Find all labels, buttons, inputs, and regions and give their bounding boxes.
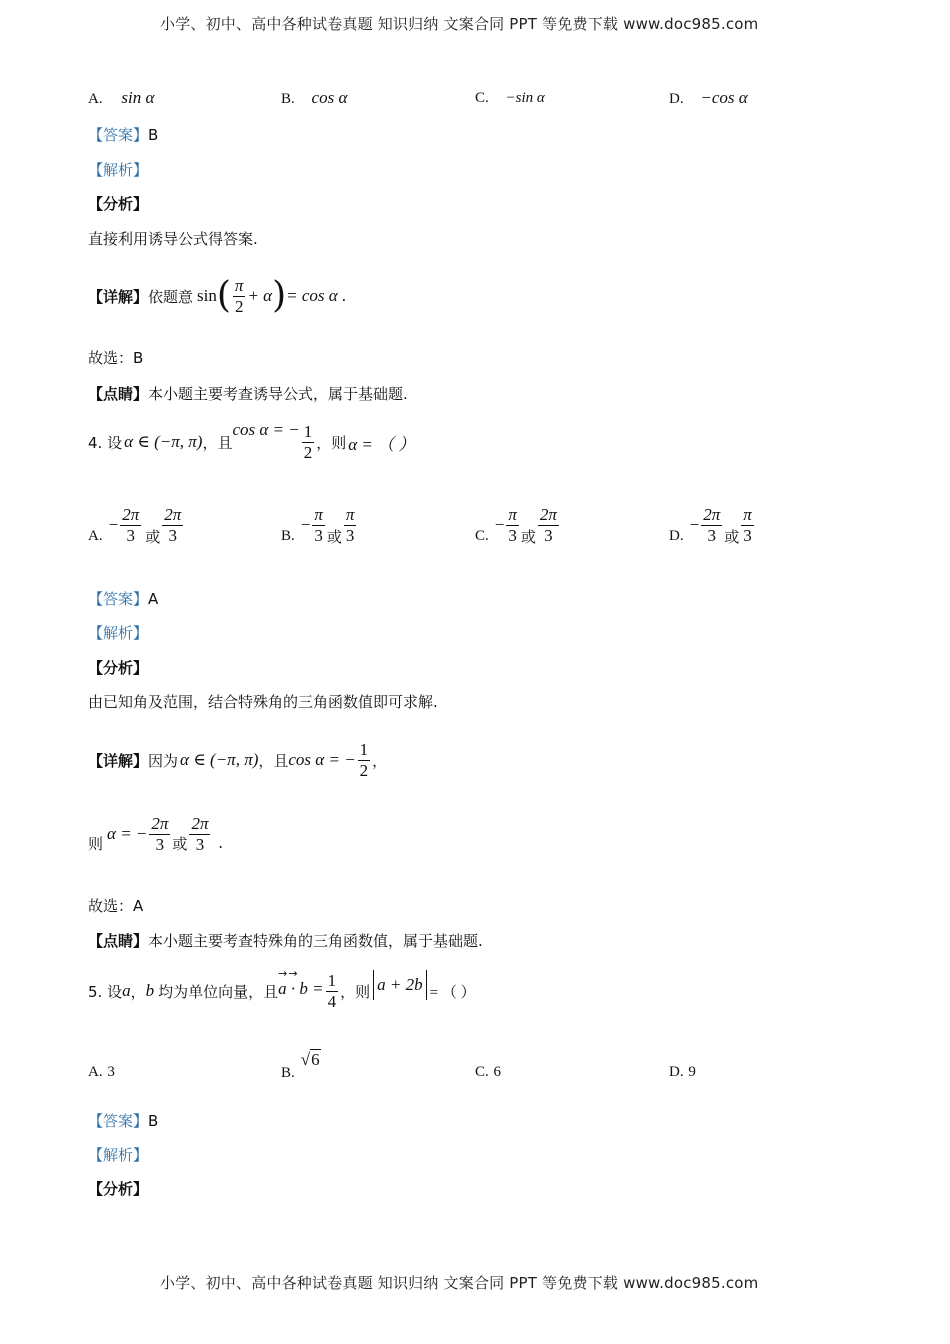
q3-option-c xyxy=(475,88,545,107)
answer-value: B xyxy=(148,126,159,144)
fraction-denominator: 3 xyxy=(508,525,517,545)
fraction-numerator: 2π xyxy=(539,504,557,524)
q3-dianjing xyxy=(88,383,408,404)
option-label: A. xyxy=(88,1064,103,1080)
vector-b: b xyxy=(145,981,155,1000)
detail-set: α ∈ (−π, π) xyxy=(180,750,259,769)
answer-value: A xyxy=(148,590,159,608)
fraction-numerator: 2π xyxy=(191,813,209,833)
fraction-denominator: 3 xyxy=(743,525,752,545)
q4-stem xyxy=(88,414,415,470)
fraction-denominator: 3 xyxy=(345,525,355,545)
page-header: 小学、初中、高中各种试卷真题 知识归纳 文案合同 PPT 等免费下载 www.doc985.com xyxy=(160,15,759,33)
page-footer: 小学、初中、高中各种试卷真题 知识归纳 文案合同 PPT 等免费下载 www.doc985.com xyxy=(160,1274,759,1292)
stem-end: = （ ） xyxy=(429,984,476,1001)
fraction-denominator: 3 xyxy=(314,525,323,545)
fraction-numerator: π xyxy=(743,504,752,524)
option-label: A. xyxy=(88,91,103,107)
fraction-numerator: 2π xyxy=(122,504,140,524)
right-paren: ) xyxy=(272,275,287,316)
q4-then xyxy=(88,806,223,862)
detail-cos: cos α = − xyxy=(288,750,356,769)
answer-tag: 【答案】 xyxy=(88,590,149,608)
detail-text: 依题意 xyxy=(148,287,194,306)
option-label: D. xyxy=(669,91,684,107)
detail-fraction xyxy=(358,741,371,780)
q4-analysis: 由已知角及范围，结合特殊角的三角函数值即可求解. xyxy=(88,693,438,711)
fraction-denominator: 3 xyxy=(195,834,205,854)
then-end: . xyxy=(218,833,223,852)
q3-choose: 故选：B xyxy=(88,349,144,367)
q5-answer-line xyxy=(88,1110,158,1131)
abs-expr: a + 2b xyxy=(377,975,423,994)
option-expr: cos α xyxy=(311,88,348,107)
answer-tag: 【答案】 xyxy=(88,1112,149,1130)
option-fraction-2 xyxy=(162,506,183,545)
q4-choose: 故选：A xyxy=(88,897,144,915)
or-word: 或 xyxy=(724,527,740,546)
dot-expr: a · b = xyxy=(278,979,324,998)
q5-option-d xyxy=(669,1062,696,1081)
fraction-denominator: 3 xyxy=(168,525,177,545)
q4-option-c xyxy=(475,500,561,550)
vector-arrows: →→ xyxy=(278,967,299,980)
option-fraction-1 xyxy=(701,506,722,545)
q3-analysis: 直接利用诱导公式得答案. xyxy=(88,230,258,248)
detail-mid: ，且 xyxy=(258,751,289,770)
q3-option-d xyxy=(669,88,748,108)
q5-option-a xyxy=(88,1062,115,1081)
stem-set: α ∈ (−π, π) xyxy=(124,432,203,451)
q5-option-b xyxy=(281,1046,321,1082)
q3-answer-line xyxy=(88,124,158,145)
option-label: B. xyxy=(281,91,295,107)
then-word: 则 xyxy=(88,834,104,853)
q5-option-c xyxy=(475,1062,501,1081)
fraction-denominator: 4 xyxy=(327,991,337,1011)
q3-option-b xyxy=(281,88,347,108)
or-word: 或 xyxy=(326,527,342,546)
q3-fenxi-tag: 【分析】 xyxy=(88,195,149,213)
q5-jiexi-tag: 【解析】 xyxy=(88,1146,149,1164)
dianjing-tag: 【点睛】 xyxy=(88,385,149,403)
stem-tail: ，则 xyxy=(340,982,371,1001)
stem-mid: 均为单位向量，且 xyxy=(158,982,279,1001)
detail-end: . xyxy=(341,286,346,305)
then-fraction-1 xyxy=(149,815,170,854)
minus-sign: − xyxy=(494,515,505,534)
fraction-denominator: 2 xyxy=(303,442,313,462)
q3-option-a xyxy=(88,88,154,108)
fraction-denominator: 3 xyxy=(155,834,165,854)
fraction-numerator: π xyxy=(508,504,517,524)
q4-fenxi-tag: 【分析】 xyxy=(88,659,149,677)
option-value: 6 xyxy=(493,1064,502,1080)
stem-end: α = （ ） xyxy=(348,434,416,454)
stem-fraction xyxy=(302,423,315,462)
q4-option-d xyxy=(669,500,756,550)
fraction-denominator: 2 xyxy=(234,296,244,316)
q4-answer-line xyxy=(88,588,158,609)
option-fraction-2 xyxy=(741,506,754,545)
option-fraction-1 xyxy=(506,506,519,545)
option-label: A. xyxy=(88,527,103,544)
detail-rhs: = cos α xyxy=(286,286,338,305)
option-label: D. xyxy=(669,1064,684,1080)
stem-cos: cos α = − xyxy=(232,420,300,439)
stem-comma: ， xyxy=(130,982,146,1001)
fraction-numerator: 1 xyxy=(303,421,313,441)
option-expr: −sin α xyxy=(505,90,545,106)
q4-jiexi-tag: 【解析】 xyxy=(88,624,149,642)
minus-sign: − xyxy=(108,515,119,534)
option-label: C. xyxy=(475,527,489,544)
q4-option-b xyxy=(281,500,358,550)
dot-fraction xyxy=(326,972,339,1011)
stem-prefix: 4. 设 xyxy=(88,433,123,452)
or-word: 或 xyxy=(172,834,188,853)
detail-fraction xyxy=(233,277,246,316)
fraction-numerator: 1 xyxy=(327,970,337,990)
stem-mid: ，且 xyxy=(202,433,233,452)
detail-text: 因为 xyxy=(148,751,179,770)
or-word: 或 xyxy=(145,527,161,546)
detail-plus: + α xyxy=(247,286,273,305)
fraction-numerator: 1 xyxy=(359,739,369,759)
q4-option-a xyxy=(88,500,185,550)
option-fraction-2 xyxy=(538,506,559,545)
option-label: C. xyxy=(475,90,489,106)
answer-value: B xyxy=(148,1112,159,1130)
answer-tag: 【答案】 xyxy=(88,126,149,144)
option-label: B. xyxy=(281,527,295,544)
q5-fenxi-tag: 【分析】 xyxy=(88,1180,149,1198)
option-expr: −cos α xyxy=(700,88,748,107)
abs-bar-right xyxy=(426,970,427,1000)
detail-tag: 【详解】 xyxy=(88,287,149,306)
option-value: 3 xyxy=(107,1064,115,1080)
option-fraction-1 xyxy=(312,506,325,545)
stem-prefix: 5. 设 xyxy=(88,982,123,1001)
q3-detail xyxy=(88,268,346,324)
option-label: C. xyxy=(475,1064,489,1080)
option-fraction-1 xyxy=(120,506,141,545)
q4-dianjing xyxy=(88,930,483,951)
fraction-denominator: 3 xyxy=(126,525,135,545)
vector-a: a xyxy=(122,981,131,1000)
fraction-numerator: 2π xyxy=(151,813,169,833)
minus-sign: − xyxy=(689,515,700,534)
fraction-denominator: 3 xyxy=(544,525,553,545)
dianjing-tag: 【点睛】 xyxy=(88,932,149,950)
fraction-numerator: π xyxy=(234,275,244,295)
option-expr: sin α xyxy=(121,88,155,107)
option-value: 9 xyxy=(688,1064,696,1080)
fraction-numerator: π xyxy=(314,504,323,524)
fraction-numerator: 2π xyxy=(164,504,182,524)
fraction-denominator: 2 xyxy=(359,760,369,780)
fraction-numerator: π xyxy=(345,504,355,524)
sqrt-icon: √ xyxy=(300,1050,311,1069)
option-fraction-2 xyxy=(344,506,357,545)
dot-product xyxy=(278,969,323,999)
dianjing-text: 本小题主要考查特殊角的三角函数值，属于基础题. xyxy=(148,932,483,950)
then-expr: α = − xyxy=(107,824,148,843)
q5-stem xyxy=(88,958,476,1024)
q4-detail xyxy=(88,732,387,788)
option-label: B. xyxy=(281,1065,295,1081)
fraction-denominator: 3 xyxy=(707,525,716,545)
stem-tail: ，则 xyxy=(316,433,347,452)
dianjing-text: 本小题主要考查诱导公式，属于基础题. xyxy=(148,385,408,403)
left-paren: ( xyxy=(216,275,231,316)
detail-comma: ， xyxy=(372,751,388,770)
abs-bar-left xyxy=(373,970,374,1000)
or-word: 或 xyxy=(520,527,536,546)
option-label: D. xyxy=(669,527,684,544)
q3-jiexi-tag: 【解析】 xyxy=(88,161,149,179)
then-fraction-2 xyxy=(189,815,210,854)
fraction-numerator: 2π xyxy=(703,504,721,524)
detail-fn: sin xyxy=(197,286,217,305)
option-value: 6 xyxy=(311,1050,320,1069)
detail-tag: 【详解】 xyxy=(88,751,149,770)
minus-sign: − xyxy=(300,515,311,534)
